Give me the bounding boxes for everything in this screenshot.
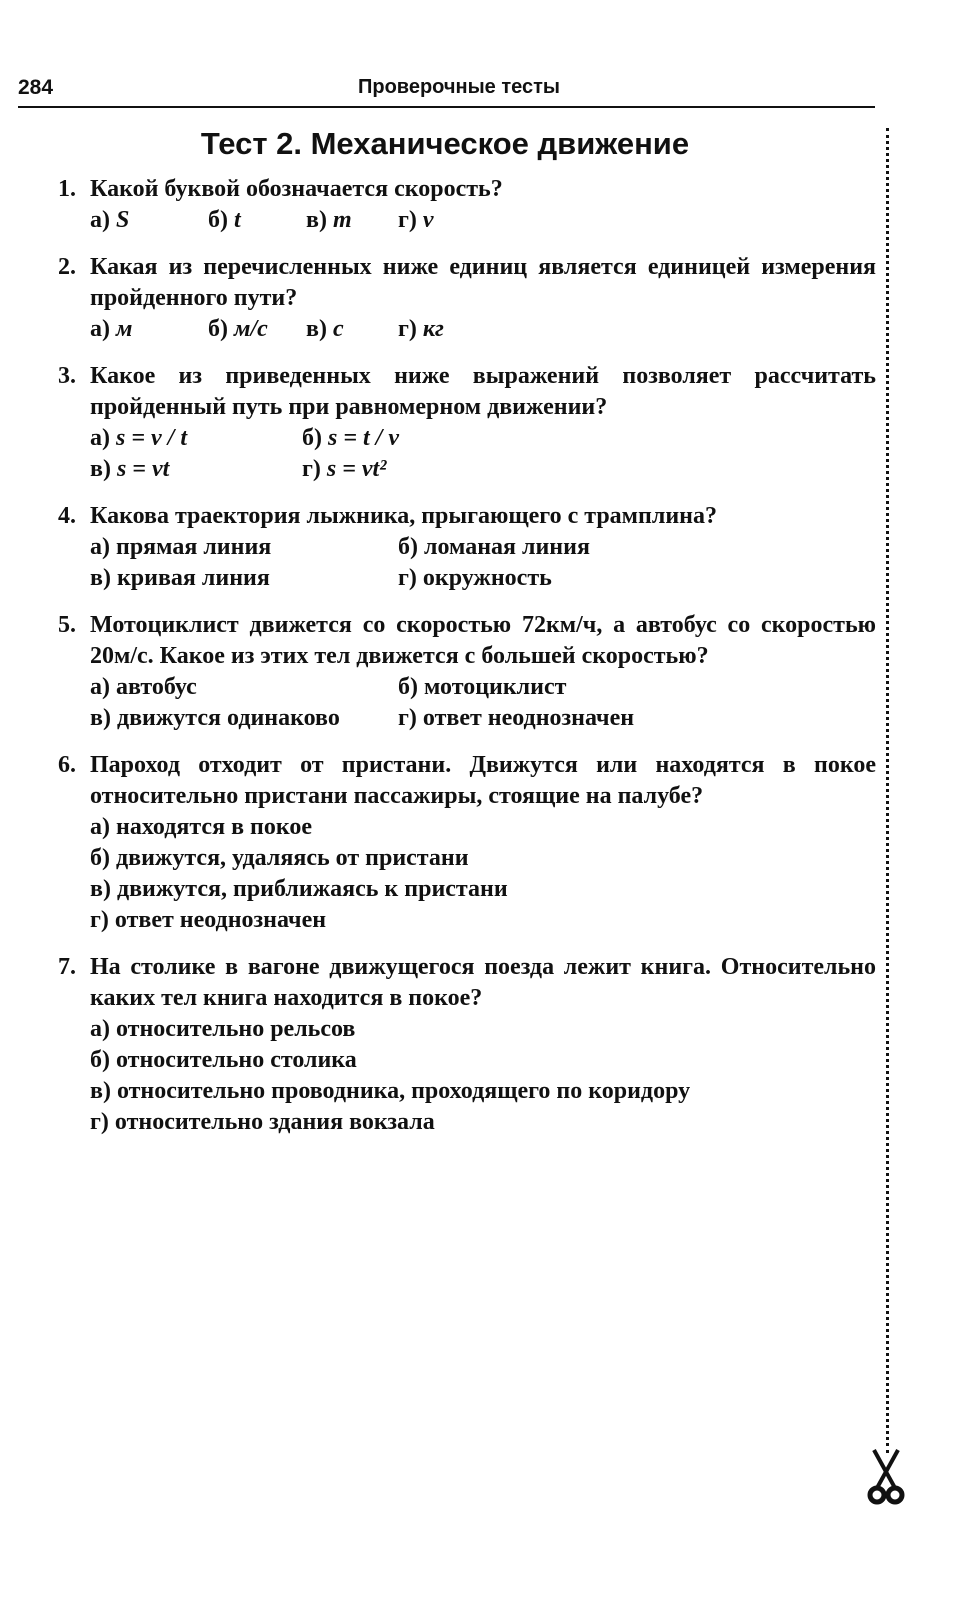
question-text: Какой буквой обозначается скорость? xyxy=(90,176,503,202)
option-c: в) кривая линия xyxy=(90,565,270,591)
option-d: г) относительно здания вокзала xyxy=(90,1109,435,1135)
page-header xyxy=(18,76,875,106)
option-row xyxy=(90,454,876,485)
option-a: а) автобус xyxy=(90,674,197,700)
question-number: 7. xyxy=(58,954,76,980)
option-d: г) окружность xyxy=(398,565,552,591)
option-d: г) ответ неоднозначен xyxy=(90,907,327,933)
question-number: 1. xyxy=(58,176,76,202)
question-1 xyxy=(58,174,876,236)
option-row xyxy=(90,205,876,236)
option-c: в) s = vt xyxy=(90,456,170,482)
question-6 xyxy=(58,750,876,936)
option-row xyxy=(90,423,876,454)
question-number: 5. xyxy=(58,612,76,638)
question-text: Пароход отходит от пристани. Движутся или находятся в покое относительно пристани пассажиры, стоящие на палубе? xyxy=(90,752,876,809)
question-number: 4. xyxy=(58,503,76,529)
option-d: г) кг xyxy=(398,316,444,342)
option-row xyxy=(90,563,876,594)
option-a: а) прямая линия xyxy=(90,534,272,560)
option-row xyxy=(90,672,876,703)
question-5 xyxy=(58,610,876,734)
option-row xyxy=(90,532,876,563)
option-c: в) движутся, приближаясь к пристани xyxy=(90,876,508,902)
question-3 xyxy=(58,361,876,485)
question-number: 3. xyxy=(58,363,76,389)
option-c: в) m xyxy=(306,207,352,233)
option-a: а) находятся в покое xyxy=(90,814,313,840)
test-title: Тест 2. Механическое движение xyxy=(200,126,690,161)
option-d: г) ответ неоднозначен xyxy=(398,705,635,731)
cut-line xyxy=(886,128,889,1453)
question-number: 6. xyxy=(58,752,76,778)
option-a: а) м xyxy=(90,316,133,342)
option-d: г) v xyxy=(398,207,434,233)
option-c: в) относительно проводника, проходящего по коридору xyxy=(90,1078,691,1104)
question-4 xyxy=(58,501,876,594)
option-d: г) s = vt² xyxy=(302,456,387,482)
scissors-icon xyxy=(866,1448,906,1506)
option-c: в) движутся одинаково xyxy=(90,705,340,731)
option-a: а) относительно рельсов xyxy=(90,1016,356,1042)
option-a: а) S xyxy=(90,207,130,233)
option-b: б) относительно столика xyxy=(90,1047,357,1073)
question-text: Какое из приведенных ниже выражений позволяет рассчитать пройденный путь при равномерном движении? xyxy=(90,363,876,420)
running-title: Проверочные тесты xyxy=(358,76,561,98)
option-row xyxy=(90,703,876,734)
question-text: Какая из перечисленных ниже единиц является единицей измерения пройденного пути? xyxy=(90,254,876,311)
option-b: б) s = t / v xyxy=(302,425,400,451)
page-number: 284 xyxy=(18,76,54,99)
question-text: Мотоциклист движется со скоростью 72км/ч, а автобус со скоростью 20м/с. Какое из этих тел движется с большей скоростью? xyxy=(90,612,876,669)
question-number: 2. xyxy=(58,254,76,280)
option-b: б) м/с xyxy=(208,316,268,342)
option-b: б) движутся, удаляясь от пристани xyxy=(90,845,469,871)
question-7 xyxy=(58,952,876,1138)
option-a: а) s = v / t xyxy=(90,425,188,451)
option-b: б) мотоциклист xyxy=(398,674,567,700)
header-divider xyxy=(18,106,875,108)
option-row xyxy=(90,314,876,345)
option-b: б) ломаная линия xyxy=(398,534,590,560)
question-list xyxy=(58,174,876,1154)
option-b: б) t xyxy=(208,207,241,233)
question-2 xyxy=(58,252,876,345)
question-text: На столике в вагоне движущегося поезда лежит книга. Относительно каких тел книга находится в покое? xyxy=(90,954,876,1011)
question-text: Какова траектория лыжника, прыгающего с трамплина? xyxy=(90,503,717,529)
option-c: в) с xyxy=(306,316,344,342)
